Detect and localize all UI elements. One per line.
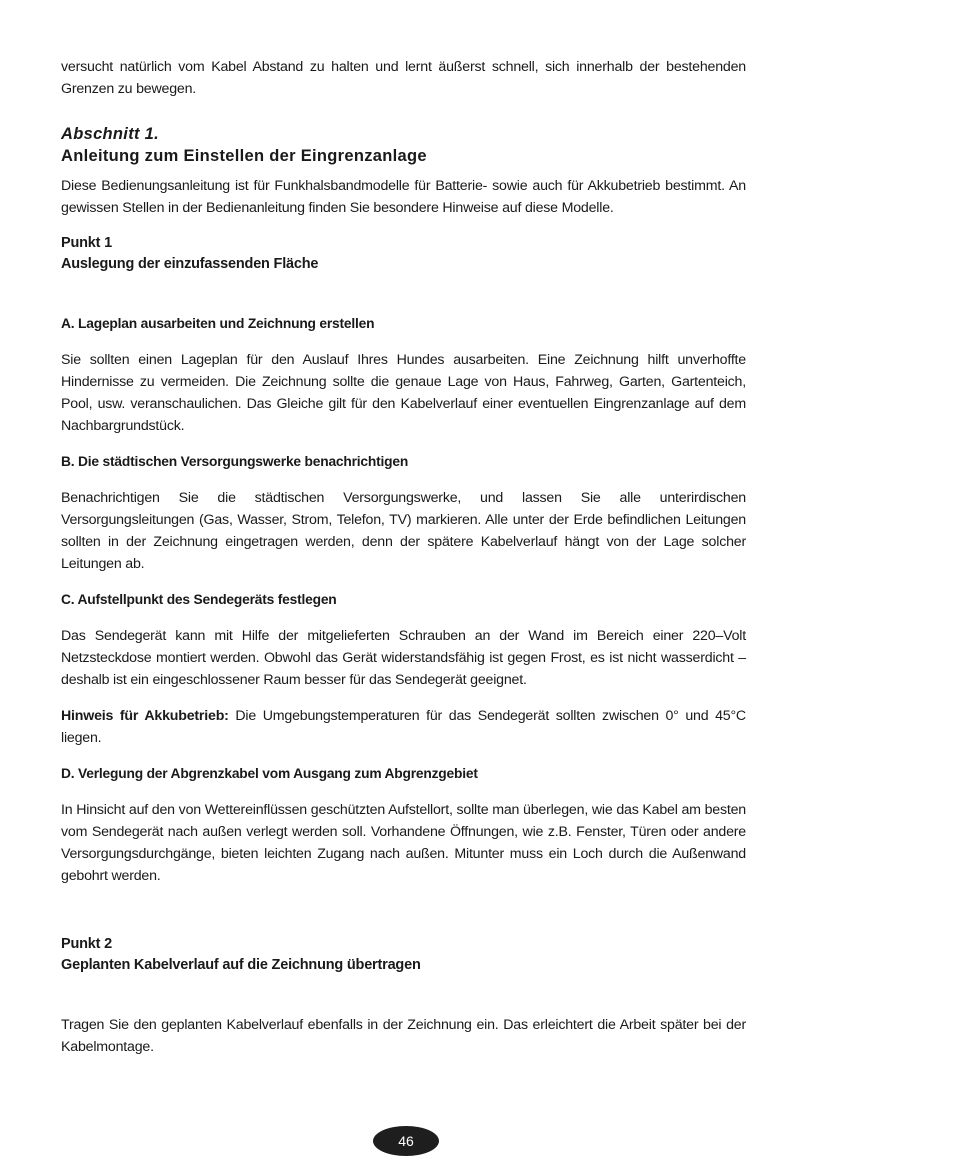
section-title: Anleitung zum Einstellen der Eingrenzanlage — [61, 147, 427, 165]
hinweis-paragraph — [61, 705, 746, 749]
page-number: 46 — [398, 1133, 414, 1149]
punkt2-title: Geplanten Kabelverlauf auf die Zeichnung übertragen — [61, 957, 421, 973]
heading-a: A. Lageplan ausarbeiten und Zeichnung erstellen — [61, 316, 375, 331]
punkt2-paragraph: Tragen Sie den geplanten Kabelverlauf ebenfalls in der Zeichnung ein. Das erleichtert die Arbeit später bei der Kabelmontage. — [61, 1017, 746, 1055]
page-number-badge — [373, 1126, 439, 1156]
paragraph-b: Benachrichtigen Sie die städtischen Versorgungswerke, und lassen Sie alle unterirdischen Versorgungsleitungen (Gas, Wasser, Strom, Telefon, TV) markieren. Alle unter der Erde befindlichen Leitungen sollten in der Zeichnung eingetragen werden, denn der spätere Kabelverlauf hängt von der Lage solcher Leitungen ab. — [61, 490, 746, 572]
hinweis-text: Die Umgebungstemperaturen für das Sendegerät sollten zwischen 0° und 45°C liegen. — [61, 708, 746, 746]
punkt1-label: Punkt 1 — [61, 235, 112, 251]
heading-c: C. Aufstellpunkt des Sendegeräts festlegen — [61, 592, 337, 607]
paragraph-c: Das Sendegerät kann mit Hilfe der mitgelieferten Schrauben an der Wand im Bereich einer 220–Volt Netzsteckdose montiert werden. Obwohl das Gerät widerstandsfähig ist gegen Frost, es ist nicht wasserdicht – deshalb ist ein eingeschlossener Raum besser für das Sendegerät geeignet. — [61, 628, 746, 688]
hinweis-label: Hinweis für Akkubetrieb: — [61, 708, 229, 724]
section-intro-paragraph: Diese Bedienungsanleitung ist für Funkhalsbandmodelle für Batterie- sowie auch für Akkubetrieb bestimmt. An gewissen Stellen in der Bedienanleitung finden Sie besondere Hinweise auf diese Modelle. — [61, 178, 746, 216]
punkt1-title: Auslegung der einzufassenden Fläche — [61, 256, 319, 272]
section-label: Abschnitt 1. — [61, 125, 160, 143]
intro-paragraph: versucht natürlich vom Kabel Abstand zu halten und lernt äußerst schnell, sich innerhalb der bestehenden Grenzen zu bewegen. — [61, 59, 746, 97]
document-page — [61, 56, 746, 1058]
heading-b: B. Die städtischen Versorgungswerke benachrichtigen — [61, 454, 409, 469]
heading-d: D. Verlegung der Abgrenzkabel vom Ausgang zum Abgrenzgebiet — [61, 766, 478, 781]
paragraph-d: In Hinsicht auf den von Wettereinflüssen geschützten Aufstellort, sollte man überlegen, wie das Kabel am besten vom Sendegerät nach außen verlegt werden soll. Vorhandene Öffnungen, wie z.B. Fenster, Türen oder andere Versorgungsdurchgänge, bieten leichten Zugang nach außen. Mitunter muss ein Loch durch die Außenwand gebohrt werden. — [61, 802, 746, 884]
paragraph-a: Sie sollten einen Lageplan für den Auslauf Ihres Hundes ausarbeiten. Eine Zeichnung hilft unverhoffte Hindernisse zu vermeiden. Die Zeichnung sollte die genaue Lage von Haus, Fahrweg, Garten, Gartenteich, Pool, usw. veranschaulichen. Das Gleiche gilt für den Kabelverlauf einer eventuellen Eingrenzanlage auf dem Nachbargrundstück. — [61, 352, 746, 434]
punkt2-label: Punkt 2 — [61, 936, 112, 952]
